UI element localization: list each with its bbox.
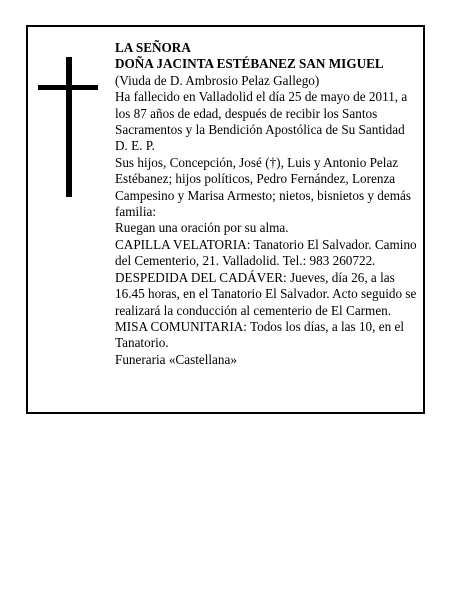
funeral-home: Funeraria «Castellana» (115, 351, 237, 367)
prayer-request: Ruegan una oración por su alma. (115, 220, 289, 236)
notice-heading: LA SEÑORA (115, 40, 191, 55)
death-announcement: Ha fallecido en Valladolid el día 25 de mayo de 2011, a los 87 años de edad, después de recibir los Santos Sacramentos y la Bendición Apostólica de Su Santidad (115, 89, 408, 138)
rip-line: D. E. P. (115, 138, 155, 154)
deceased-name: DOÑA JACINTA ESTÉBANEZ SAN MIGUEL (115, 56, 384, 72)
mass-info: MISA COMUNITARIA: Todos los días, a las 10, en el Tanatorio. (115, 318, 404, 351)
chapel-info: CAPILLA VELATORIA: Tanatorio El Salvador. Camino del Cementerio, 21. Valladolid. Tel.: 983 260722. (115, 236, 417, 269)
cross-vertical-bar (66, 57, 72, 197)
cross-horizontal-bar (38, 85, 98, 90)
widow-line: (Viuda de D. Ambrosio Pelaz Gallego) (115, 72, 320, 88)
obituary-notice (26, 25, 425, 414)
family-list: Sus hijos, Concepción, José (†), Luis y Antonio Pelaz Estébanez; hijos políticos, Pedro Fernández, Lorenza Campesino y Marisa Armesto; nietos, bisnietos y demás familia: (115, 154, 411, 220)
obituary-text (115, 40, 423, 368)
farewell-info: DESPEDIDA DEL CADÁVER: Jueves, día 26, a las 16.45 horas, en el Tanatorio El Salvador. Acto seguido se realizará la conducción al cementerio de El Carmen. (115, 269, 417, 318)
